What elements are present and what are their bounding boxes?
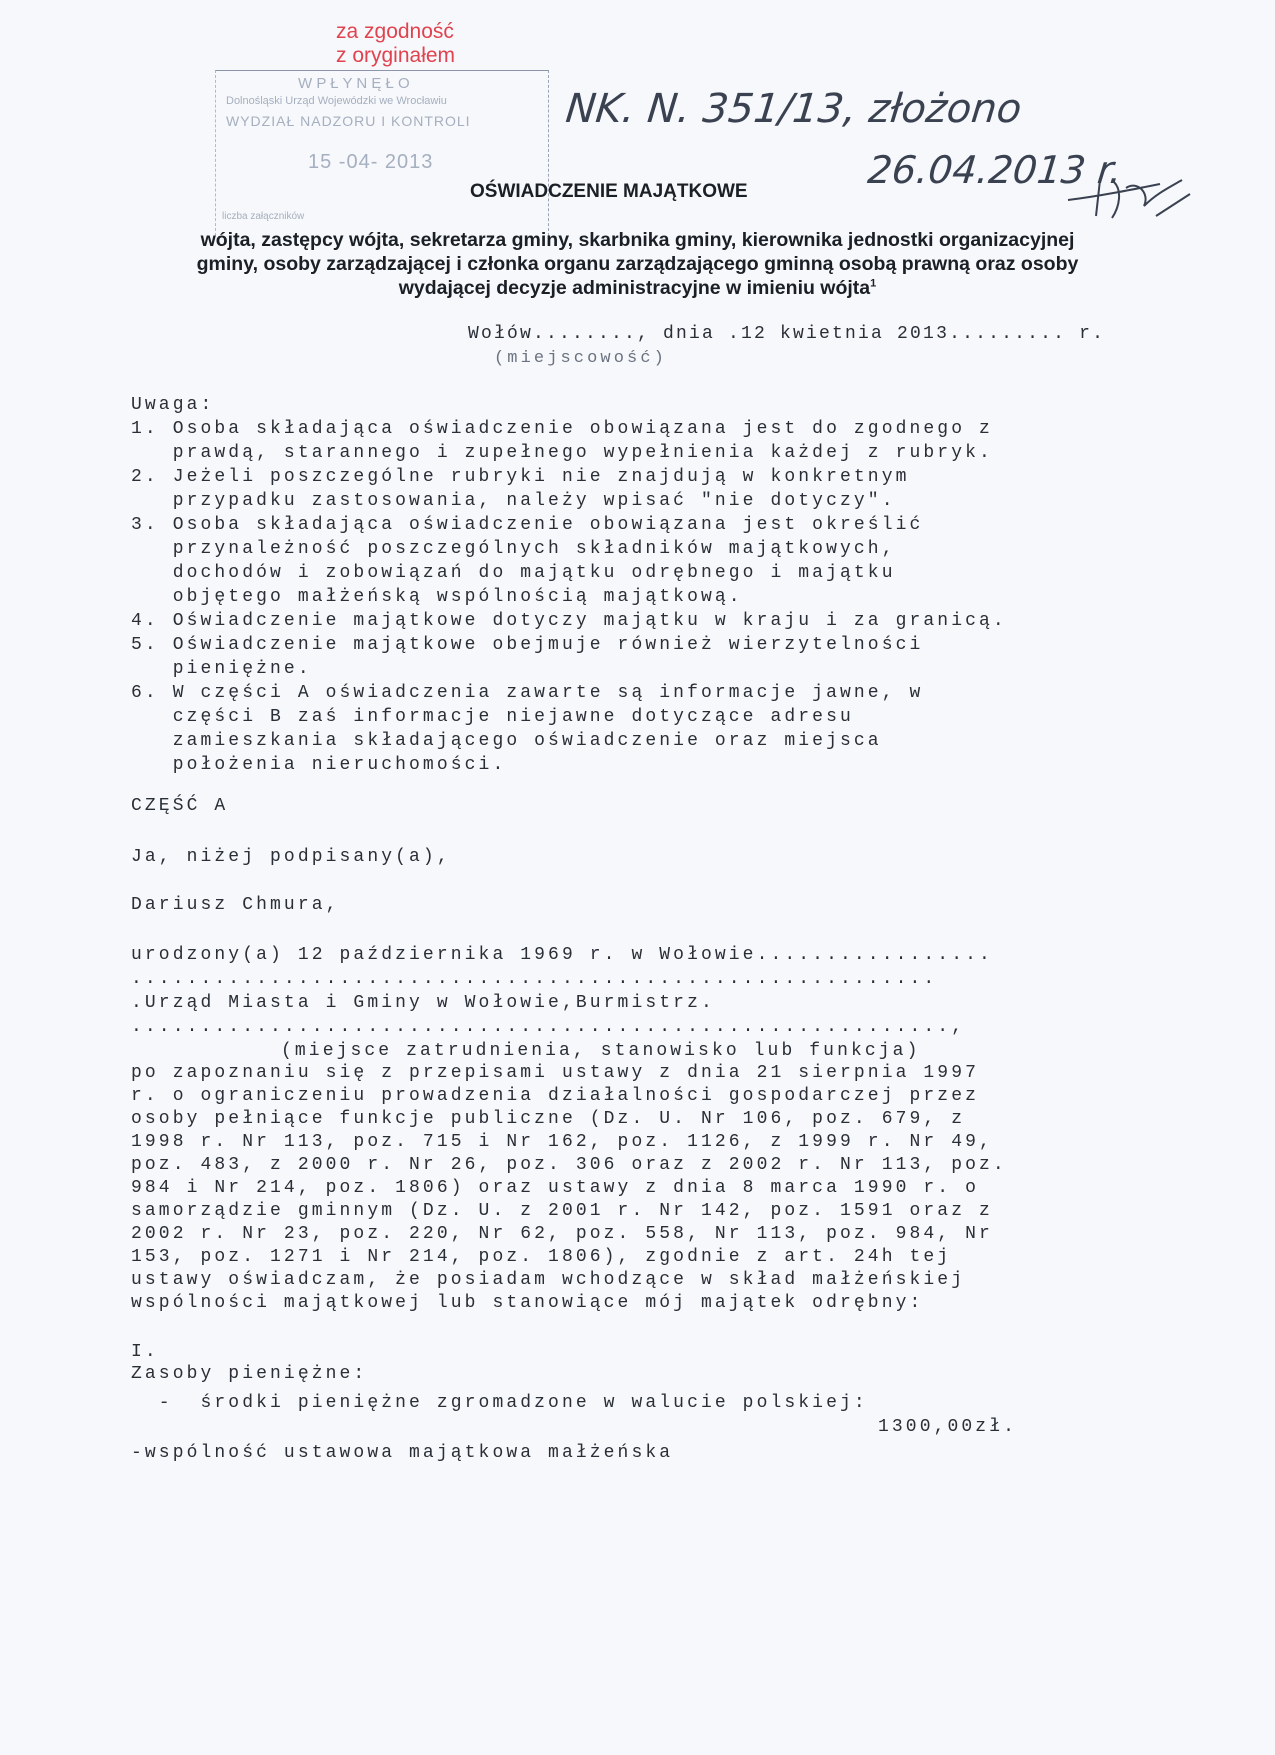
notes-line: 3. Osoba składająca oświadczenie obowiązana jest określić — [131, 515, 924, 535]
notes-line: 2. Jeżeli poszczególne rubryki nie znajdują w konkretnym — [131, 467, 910, 487]
body-line: 153, poz. 1271 i Nr 214, poz. 1806), zgodnie z art. 24h tej — [131, 1247, 952, 1267]
subtitle-text: wydającej decyzje administracyjne w imieniu wójta — [398, 277, 871, 299]
cash-amount: 1300,00zł. — [878, 1417, 1018, 1437]
section-i-heading: I. — [131, 1342, 159, 1362]
body-line: 2002 r. Nr 23, poz. 220, Nr 62, poz. 558, Nr 113, poz. 984, Nr — [131, 1224, 993, 1244]
office-stamp-received: W P Ł Y N Ę Ł O — [298, 75, 410, 92]
notes-line: 4. Oświadczenie majątkowe dotyczy majątku w kraju i za granicą. — [131, 611, 1007, 631]
certify-stamp-line1: za zgodność — [336, 20, 454, 43]
notes-line: części B zaś informacje niejawne dotyczące adresu — [131, 707, 854, 727]
notes-line: zamieszkania składającego oświadczenie oraz miejsca — [131, 731, 882, 751]
subtitle-line-3 — [0, 277, 1275, 300]
office-stamp-department: WYDZIAŁ NADZORU I KONTROLI — [226, 113, 471, 129]
office-received-stamp — [215, 70, 549, 236]
declarant-name: Dariusz Chmura, — [131, 895, 340, 915]
body-line: samorządzie gminnym (Dz. U. z 2001 r. Nr 142, poz. 1591 oraz z — [131, 1201, 993, 1221]
footnote-marker: 1 — [870, 277, 877, 290]
certify-stamp-line2: z oryginałem — [336, 44, 456, 67]
dots-line: .......................................................... — [131, 969, 938, 989]
body-line: ustawy oświadczam, że posiadam wchodzące w skład małżeńskiej — [131, 1270, 966, 1290]
place-caption: (miejscowość) — [494, 349, 667, 368]
notes-line: dochodów i zobowiązań do majątku odrębnego i majątku — [131, 563, 896, 583]
birth-line: urodzony(a) 12 października 1969 r. w Wołowie................. — [131, 945, 993, 965]
employer-caption: (miejsce zatrudnienia, stanowisko lub funkcja) — [281, 1041, 921, 1061]
notes-line: 5. Oświadczenie majątkowe obejmuje również wierzytelności — [131, 635, 924, 655]
body-line: 984 i Nr 214, poz. 1806) oraz ustawy z dnia 8 marca 1990 r. o — [131, 1178, 980, 1198]
body-line: osoby pełniące funkcje publiczne (Dz. U. Nr 106, poz. 679, z — [131, 1109, 966, 1129]
signed-line: Ja, niżej podpisany(a), — [131, 847, 451, 867]
handwritten-reference: NK. N. 351/13, złożono — [563, 86, 1024, 132]
subtitle-line-1: wójta, zastępcy wójta, sekretarza gminy, skarbnika gminy, kierownika jednostki organizacyjnej — [200, 229, 1075, 251]
body-line: r. o ograniczeniu prowadzenia działalności gospodarczej przez — [131, 1086, 980, 1106]
cash-note: -wspólność ustawowa majątkowa małżeńska — [131, 1443, 674, 1463]
notes-line: przynależność poszczególnych składników majątkowych, — [131, 539, 896, 559]
place-date-line: Wołów........, dnia .12 kwietnia 2013......... r. — [468, 324, 1106, 344]
office-stamp-institution: Dolnośląski Urząd Wojewódzki we Wrocławiu — [226, 95, 447, 107]
handwritten-date: 26.04.2013 r. — [865, 148, 1125, 192]
notes-line: położenia nieruchomości. — [131, 755, 507, 775]
notes-line: prawdą, starannego i zupełnego wypełnienia każdej z rubryk. — [131, 443, 993, 463]
notes-line: pieniężne. — [131, 659, 312, 679]
dots-line: ..........................................................., — [131, 1017, 966, 1037]
employer-line: .Urząd Miasta i Gminy w Wołowie,Burmistrz. — [131, 993, 715, 1013]
cash-item: - środki pieniężne zgromadzone w walucie polskiej: — [131, 1393, 868, 1413]
part-a-heading: CZĘŚĆ A — [131, 796, 229, 816]
notes-line: 1. Osoba składająca oświadczenie obowiązana jest do zgodnego z — [131, 419, 993, 439]
cash-heading: Zasoby pieniężne: — [131, 1364, 368, 1384]
body-line: poz. 483, z 2000 r. Nr 26, poz. 306 oraz z 2002 r. Nr 113, poz. — [131, 1155, 1007, 1175]
subtitle-line-2: gminy, osoby zarządzającej i członka organu zarządzającego gminną osobą prawną oraz osoby — [196, 253, 1079, 275]
notes-line: przypadku zastosowania, należy wpisać "nie dotyczy". — [131, 491, 896, 511]
office-stamp-footer: liczba załączników — [222, 211, 305, 222]
notes-heading: Uwaga: — [131, 395, 215, 415]
notes-line: objętego małżeńską wspólnością majątkową. — [131, 587, 743, 607]
body-line: po zapoznaniu się z przepisami ustawy z dnia 21 sierpnia 1997 — [131, 1063, 980, 1083]
office-stamp-date: 15 -04- 2013 — [308, 151, 434, 173]
handwritten-signature — [1060, 160, 1210, 230]
body-line: wspólności majątkowej lub stanowiące mój majątek odrębny: — [131, 1293, 924, 1313]
body-line: 1998 r. Nr 113, poz. 715 i Nr 162, poz. 1126, z 1999 r. Nr 49, — [131, 1132, 993, 1152]
notes-line: 6. W części A oświadczenia zawarte są informacje jawne, w — [131, 683, 924, 703]
document-title: OŚWIADCZENIE MAJĄTKOWE — [470, 181, 748, 202]
